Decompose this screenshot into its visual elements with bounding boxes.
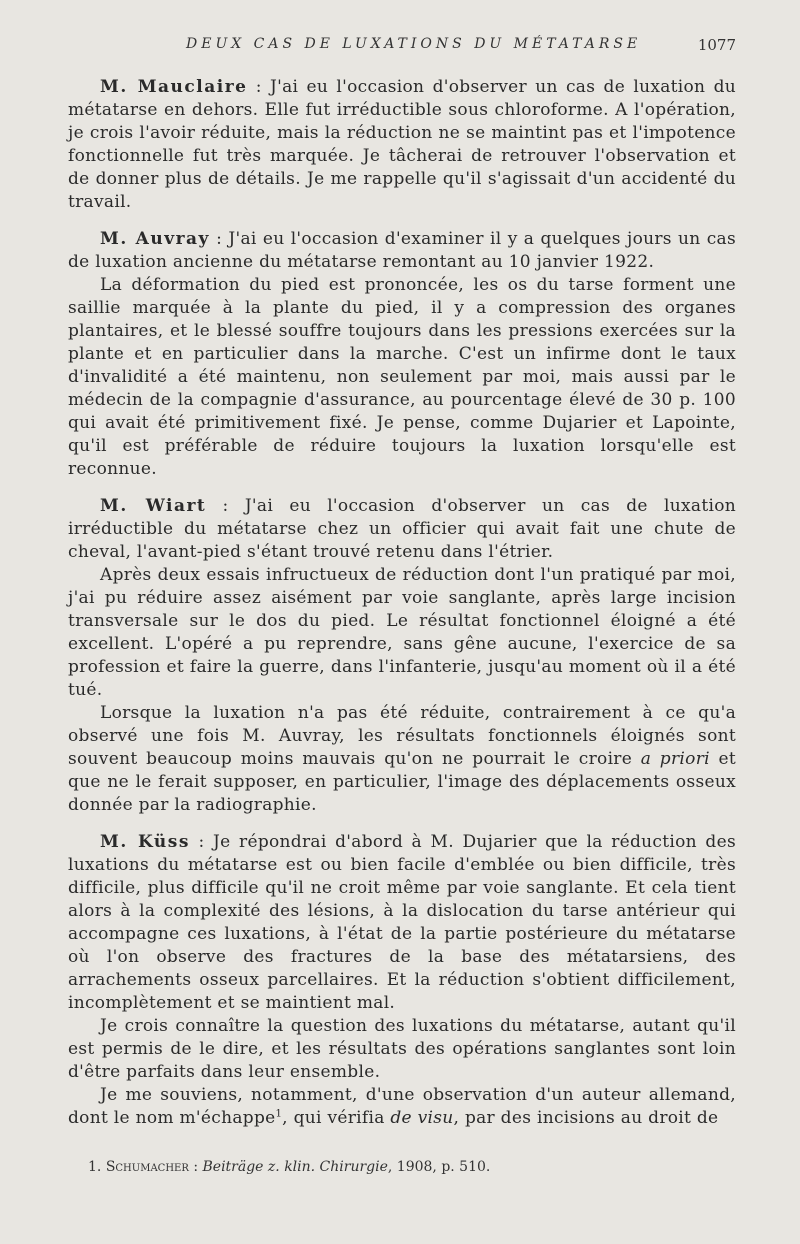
footnote-separator: : (188, 1159, 203, 1175)
paragraph-text: , qui vérifia (282, 1108, 391, 1128)
paragraph-wiart-continued (68, 564, 736, 702)
speaker-name: M. Küss (100, 832, 190, 852)
speaker-name: M. Auvray (100, 229, 210, 249)
paragraph-wiart-conclusion (68, 702, 736, 817)
paragraph-text: : Je répondrai d'abord à M. Dujarier que la réduction des luxations du métatarse est ou bien facile d'emblée ou bien difficile, très difficile, plus difficile qu'il ne croit même par voie sanglante. Et cela tient alors à la complexité des lésions, à la dislocation du tarse antérieur qui accompagne ces luxations, à l'état de la partie postérieure du métatarse où l'on observe des fractures de la base des métatarsiens, des arrachements osseux parcellaires. Et la réduction s'obtient difficilement, incomplètement et se maintient mal. (68, 832, 736, 1013)
paragraph-text: , par des incisions au droit de (453, 1108, 719, 1128)
paragraph-text: Je me souviens, notamment, d'une observation d'un auteur allemand, dont le nom m'échappe (68, 1085, 736, 1128)
italic-phrase: a priori (640, 749, 710, 769)
page-number: 1077 (697, 36, 736, 54)
italic-phrase: de visu (390, 1108, 454, 1128)
paragraph-text: La déformation du pied est prononcée, les os du tarse forment une saillie marquée à la plante du pied, il y a compression des organes plantaires, et le blessé souffre toujours dans les pressions exercées sur la plante et en particulier dans la marche. C'est un infirme dont le taux d'invalidité a été maintenu, non seulement par moi, mais aussi par le médecin de la compagnie d'assurance, au pourcentage élevé de 30 p. 100 qui avait été primitivement fixé. Je pense, comme Dujarier et Lapointe, qu'il est préférable de réduire toujours la luxation lorsqu'elle est reconnue. (68, 275, 736, 479)
paragraph-text: Je crois connaître la question des luxations du métatarse, autant qu'il est permis de le dire, et les résultats des opérations sanglantes sont loin d'être parfaits dans leur ensemble. (68, 1016, 736, 1082)
paragraph-text: : J'ai eu l'occasion d'examiner il y a quelques jours un cas de luxation ancienne du métatarse remontant au 10 janvier 1922. (68, 229, 737, 272)
paragraph-mauclaire (68, 76, 736, 214)
footnote (88, 1159, 728, 1175)
footnote-reference: 1 (275, 1108, 283, 1120)
speaker-name: M. Wiart (100, 496, 207, 516)
running-title: DEUX CAS DE LUXATIONS DU MÉTATARSE (186, 36, 642, 52)
paragraph-text: et que ne le ferait supposer, en particulier, l'image des déplacements osseux donnée par la radiographie. (68, 749, 736, 815)
paragraph-auvray (68, 228, 736, 274)
footnote-rest: , 1908, p. 510. (387, 1159, 491, 1175)
paragraph-kuss-continued (68, 1015, 736, 1084)
paragraph-text: : J'ai eu l'occasion d'observer un cas de luxation du métatarse en dehors. Elle fut irréductible sous chloroforme. A l'opération, je crois l'avoir réduite, mais la réduction ne se maintint pas et l'impotence fonctionnelle fut très marquée. Je tâcherai de retrouver l'observation et de donner plus de détails. Je me rappelle qu'il s'agissait d'un accidenté du travail. (68, 77, 736, 212)
paragraph-text: : J'ai eu l'occasion d'observer un cas de luxation irréductible du métatarse chez un officier qui avait fait une chute de cheval, l'avant-pied s'étant trouvé retenu dans l'étrier. (68, 496, 736, 562)
running-head (68, 36, 736, 60)
paragraph-kuss (68, 831, 736, 1015)
paragraph-kuss-final (68, 1084, 736, 1130)
footnote-number: 1. (88, 1159, 102, 1175)
footnote-title: Beiträge z. klin. Chirurgie (202, 1159, 388, 1175)
footnote-author: Schumacher (105, 1159, 189, 1175)
paragraph-text: Lorsque la luxation n'a pas été réduite, contrairement à ce qu'a observé une fois M. Auvray, les résultats fonctionnels éloignés sont souvent beaucoup moins mauvais qu'on ne pourrait le croire (68, 703, 736, 769)
body-text (68, 76, 736, 1130)
paragraph-auvray-continued (68, 274, 736, 481)
speaker-name: M. Mauclaire (100, 77, 248, 97)
paragraph-text: Après deux essais infructueux de réduction dont l'un pratiqué par moi, j'ai pu réduire assez aisément par voie sanglante, après large incision transversale sur le dos du pied. Le résultat fonctionnel éloigné a été excellent. L'opéré a pu reprendre, sans gêne aucune, l'exercice de sa profession et faire la guerre, dans l'infanterie, jusqu'au moment où il a été tué. (68, 565, 736, 700)
paragraph-wiart (68, 495, 736, 564)
